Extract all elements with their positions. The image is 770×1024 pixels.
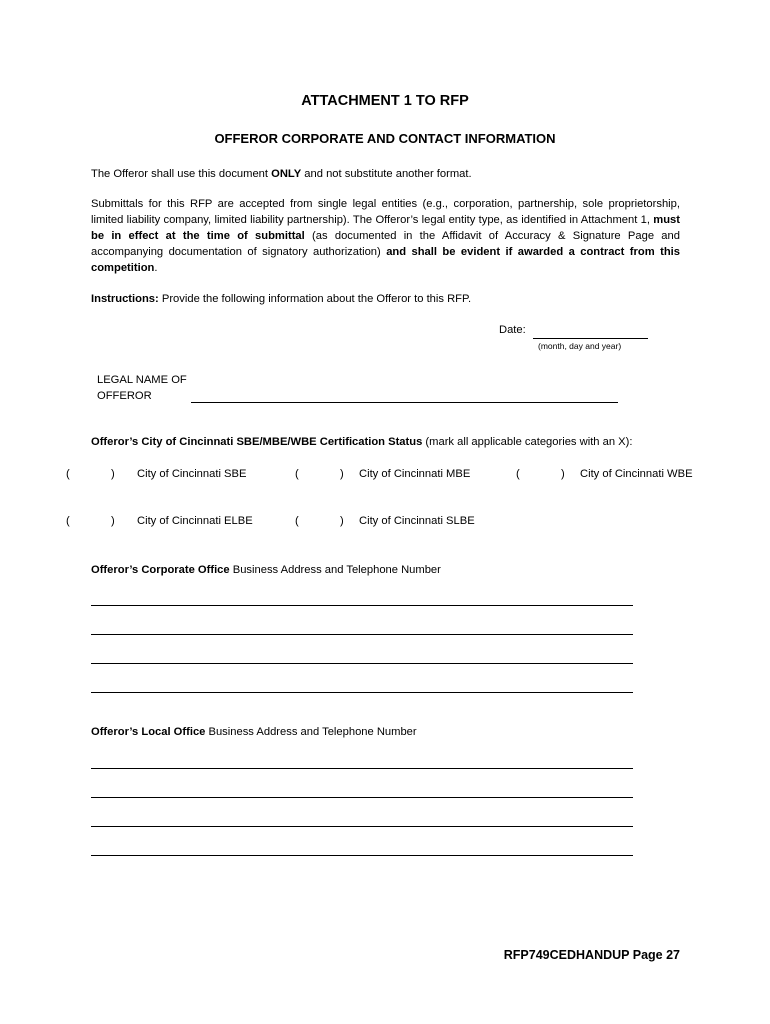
page-footer: RFP749CEDHANDUP Page 27 — [503, 948, 680, 962]
submittals-text-1: Submittals for this RFP are accepted from single legal entities (e.g., corporation, partnership, sole proprietorship, limited liability company, limited liability partnership). The Offeror’s legal entity type, as identified in Attachment 1, — [91, 198, 680, 226]
slbe-checkbox-open[interactable]: ( — [295, 515, 299, 527]
date-hint: (month, day and year) — [538, 341, 622, 351]
instructions-paragraph — [91, 291, 680, 307]
sbe-checkbox-open[interactable]: ( — [66, 468, 70, 480]
wbe-checkbox-close[interactable]: ) — [561, 468, 565, 480]
legal-name-label — [97, 372, 197, 404]
local-office-heading-bold: Offeror’s Local Office — [91, 726, 206, 738]
local-address-line-2[interactable] — [91, 797, 633, 798]
local-address-line-1[interactable] — [91, 768, 633, 769]
local-office-heading-rest: Business Address and Telephone Number — [205, 726, 417, 738]
local-office-heading — [91, 726, 417, 738]
legal-name-label-line2: OFFEROR — [97, 390, 152, 402]
local-address-line-3[interactable] — [91, 826, 633, 827]
sbe-checkbox-close[interactable]: ) — [111, 468, 115, 480]
local-address-line-4[interactable] — [91, 855, 633, 856]
document-title: ATTACHMENT 1 TO RFP — [301, 93, 469, 109]
corporate-address-line-2[interactable] — [91, 634, 633, 635]
intro-text-post: and not substitute another format. — [301, 168, 472, 180]
submittals-bold-2: and shall be evident if awarded a contract from this competition — [91, 246, 680, 274]
elbe-checkbox-close[interactable]: ) — [111, 515, 115, 527]
corporate-office-heading-bold: Offeror’s Corporate Office — [91, 564, 230, 576]
category-elbe-label: City of Cincinnati ELBE — [137, 515, 253, 527]
corporate-office-heading-rest: Business Address and Telephone Number — [229, 564, 441, 576]
submittals-paragraph — [91, 196, 680, 276]
corporate-address-line-3[interactable] — [91, 663, 633, 664]
category-slbe-label: City of Cincinnati SLBE — [359, 515, 475, 527]
intro-paragraph — [91, 166, 680, 182]
certification-heading-bold: Offeror’s City of Cincinnati SBE/MBE/WBE Certification Status — [91, 436, 423, 448]
legal-name-label-line1: LEGAL NAME OF — [97, 374, 187, 386]
submittals-bold-1: must be in effect at the time of submittal — [91, 214, 680, 242]
certification-heading-rest: (mark all applicable categories with an X): — [422, 436, 633, 448]
intro-text-pre: The Offeror shall use this document — [91, 168, 272, 180]
submittals-text-3: . — [154, 262, 158, 274]
category-wbe-label: City of Cincinnati WBE — [580, 468, 693, 480]
mbe-checkbox-open[interactable]: ( — [295, 468, 299, 480]
slbe-checkbox-close[interactable]: ) — [340, 515, 344, 527]
category-mbe-label: City of Cincinnati MBE — [359, 468, 471, 480]
intro-text-bold: ONLY — [271, 168, 302, 180]
date-label: Date: — [499, 324, 526, 336]
certification-heading — [91, 436, 632, 448]
wbe-checkbox-open[interactable]: ( — [516, 468, 520, 480]
date-field[interactable] — [533, 338, 648, 339]
instructions-label: Instructions: — [91, 293, 159, 305]
legal-name-field[interactable] — [191, 402, 618, 403]
corporate-address-line-4[interactable] — [91, 692, 633, 693]
elbe-checkbox-open[interactable]: ( — [66, 515, 70, 527]
submittals-text-2: (as documented in the Affidavit of Accuracy & Signature Page and accompanying documentation of signatory authorization) — [91, 230, 680, 258]
document-subtitle: OFFEROR CORPORATE AND CONTACT INFORMATION — [214, 131, 556, 146]
category-sbe-label: City of Cincinnati SBE — [137, 468, 247, 480]
mbe-checkbox-close[interactable]: ) — [340, 468, 344, 480]
corporate-address-line-1[interactable] — [91, 605, 633, 606]
instructions-text: Provide the following information about the Offeror to this RFP. — [158, 293, 472, 305]
corporate-office-heading — [91, 564, 441, 576]
